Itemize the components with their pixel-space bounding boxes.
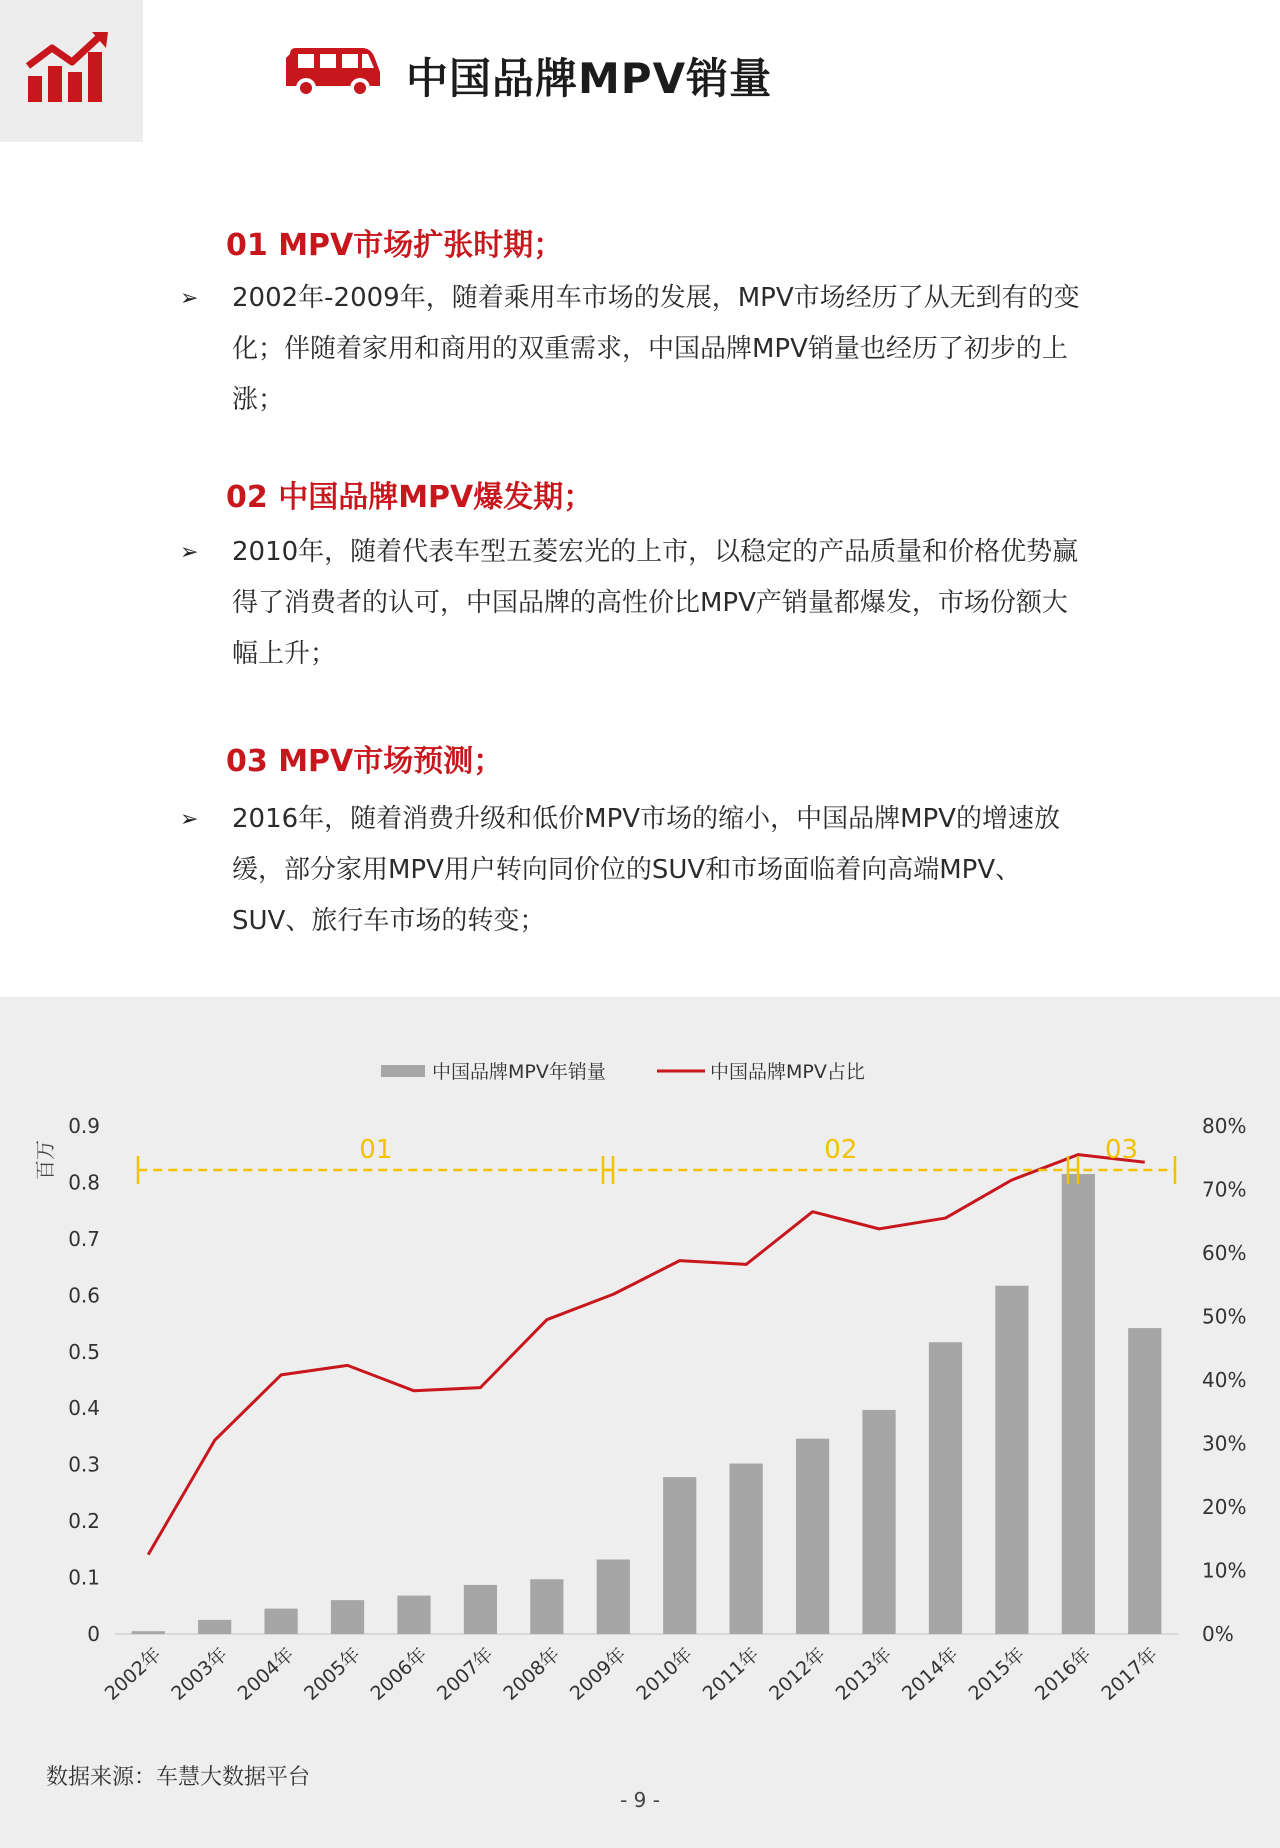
y-tick-label: 0.4	[68, 1396, 100, 1421]
legend-bar-label: 中国品牌MPV年销量	[432, 1061, 606, 1083]
phase-label: 03	[1104, 1135, 1139, 1165]
van-icon	[282, 44, 384, 100]
section-heading: 02 中国品牌MPV爆发期；	[226, 480, 594, 515]
section-heading: 01 MPV市场扩张时期；	[226, 228, 564, 263]
section-body: 2016年，随着消费升级和低价MPV市场的缩小，中国品牌MPV的增速放缓，部分家用MPV用户转向同价位的SUV和市场面临着向高端MPV、SUV、旅行车市场的转变；	[232, 804, 1060, 936]
y-tick-label: 0.7	[68, 1226, 100, 1251]
legend-bar-swatch	[381, 1065, 425, 1077]
x-tick-label: 2002年	[100, 1643, 166, 1705]
bar	[929, 1342, 962, 1634]
bar	[464, 1585, 497, 1634]
bar	[862, 1410, 895, 1634]
y2-tick-label: 70%	[1202, 1177, 1247, 1202]
section-heading: 03 MPV市场预测；	[226, 744, 504, 779]
y2-tick-label: 80%	[1202, 1114, 1247, 1138]
x-tick-label: 2014年	[898, 1643, 963, 1705]
y-tick-label: 0.6	[68, 1283, 100, 1308]
data-source: 数据来源：车慧大数据平台	[46, 1765, 311, 1790]
y2-tick-label: 60%	[1202, 1241, 1247, 1265]
bullet-arrow-icon: ➢	[180, 286, 199, 311]
x-tick-label: 2004年	[233, 1643, 299, 1705]
bar	[530, 1579, 563, 1634]
y-tick-label: 0.5	[68, 1339, 100, 1364]
chart	[0, 997, 1280, 1757]
y-tick-label: 0.2	[68, 1509, 100, 1534]
bar	[597, 1559, 630, 1634]
x-tick-label: 2015年	[964, 1643, 1030, 1705]
bar	[264, 1609, 297, 1634]
x-tick-label: 2008年	[499, 1643, 565, 1705]
y2-tick-label: 20%	[1202, 1495, 1247, 1519]
x-tick-label: 2010年	[632, 1643, 698, 1705]
x-tick-label: 2009年	[565, 1643, 631, 1705]
corner-logo-box	[0, 0, 143, 142]
bar	[1062, 1174, 1095, 1634]
bar	[132, 1631, 165, 1634]
bullet-arrow-icon: ➢	[180, 807, 199, 832]
x-tick-label: 2006年	[366, 1643, 432, 1705]
y-tick-label: 0.3	[68, 1452, 100, 1477]
x-tick-label: 2007年	[432, 1643, 498, 1705]
bar	[730, 1464, 763, 1634]
page-number: - 9 -	[620, 1788, 660, 1812]
bar	[1128, 1328, 1161, 1634]
x-tick-label: 2003年	[167, 1643, 233, 1705]
x-tick-label: 2012年	[765, 1643, 830, 1705]
y-tick-label: 0	[87, 1622, 100, 1646]
bar	[397, 1596, 430, 1634]
section-body: 2002年-2009年，随着乘用车市场的发展，MPV市场经历了从无到有的变化；伴随着家用和商用的双重需求，中国品牌MPV销量也经历了初步的上涨；	[232, 283, 1080, 415]
y2-tick-label: 10%	[1202, 1558, 1247, 1583]
bar	[796, 1439, 829, 1634]
bar	[995, 1286, 1028, 1634]
y-axis-title: 百万	[33, 1140, 57, 1180]
bar	[663, 1477, 696, 1634]
y2-tick-label: 40%	[1202, 1368, 1247, 1392]
y2-tick-label: 30%	[1202, 1431, 1247, 1456]
phase-label: 02	[824, 1135, 858, 1165]
page-title: 中国品牌MPV销量	[406, 54, 773, 103]
x-tick-label: 2017年	[1097, 1643, 1163, 1705]
legend-line-label: 中国品牌MPV占比	[710, 1061, 865, 1083]
y-tick-label: 0.1	[68, 1565, 100, 1590]
phase-label: 01	[359, 1135, 393, 1165]
growth-chart-icon	[26, 32, 110, 104]
x-tick-label: 2011年	[698, 1643, 764, 1705]
bar	[198, 1620, 231, 1634]
x-tick-label: 2005年	[300, 1643, 365, 1705]
x-tick-label: 2016年	[1030, 1643, 1096, 1705]
bullet-arrow-icon: ➢	[180, 540, 199, 565]
section-body: 2010年，随着代表车型五菱宏光的上市，以稳定的产品质量和价格优势赢得了消费者的认可，中国品牌的高性价比MPV产销量都爆发，市场份额大幅上升；	[232, 537, 1079, 669]
bar	[331, 1600, 364, 1634]
y2-tick-label: 50%	[1202, 1304, 1247, 1329]
x-tick-label: 2013年	[831, 1643, 897, 1705]
y-tick-label: 0.8	[68, 1170, 100, 1195]
y2-tick-label: 0%	[1202, 1622, 1234, 1646]
y-tick-label: 0.9	[68, 1114, 100, 1138]
